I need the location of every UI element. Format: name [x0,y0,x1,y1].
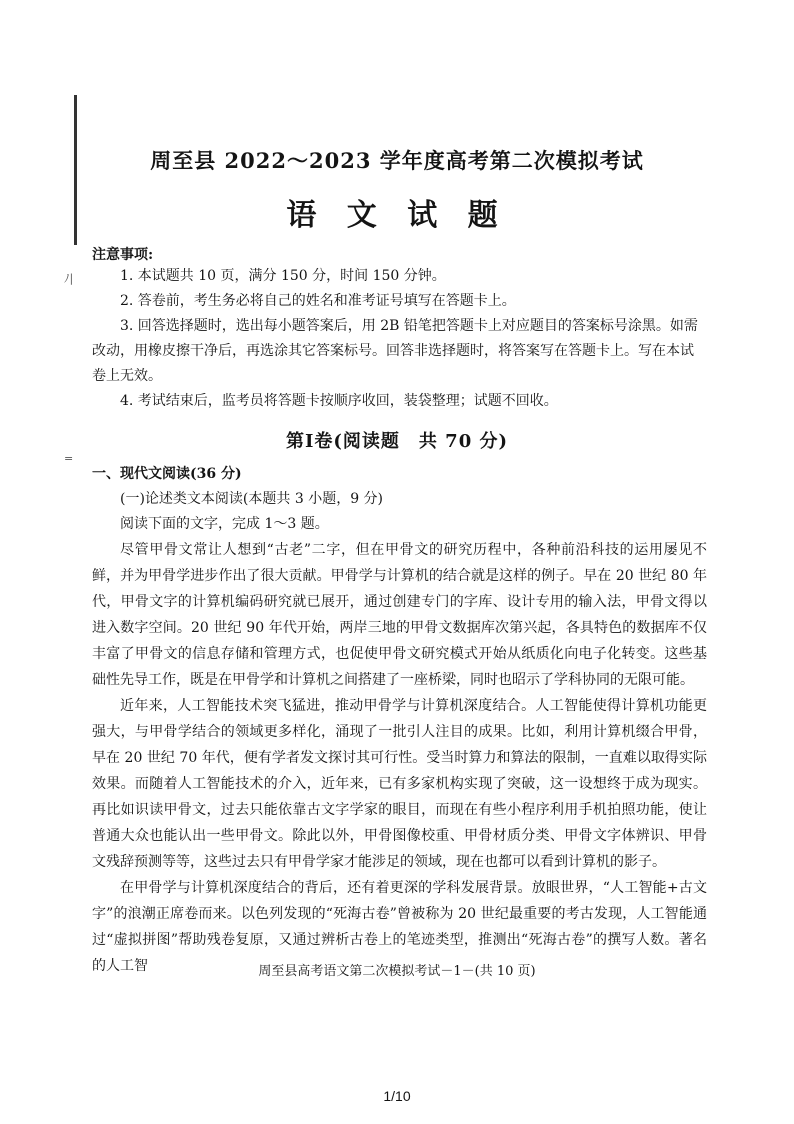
note-item: 4. 考试结束后，监考员将答题卡按顺序收回，装袋整理；试题不回收。 [120,393,558,409]
subject-title: 语 文 试 题 [286,198,508,233]
page-indicator: 1/10 [383,1088,411,1104]
notes-heading: 注意事项: [92,247,154,263]
note-item: 2. 答卷前，考生务必将自己的姓名和准考证号填写在答题卡上。 [120,293,516,309]
passage-paragraph: 在甲骨学与计算机深度结合的背后，还有着更深的学科发展背景。放眼世界，“人工智能+古文字”的浪潮正席卷而来。以色列发现的“死海古卷”曾被称为 20 世纪最重要的考古发现，人工智能通过“虚拟拼图”帮助残卷复原，又通过辨析古卷上的笔迹类型，推测出“死海古卷”的撰写人数。著名的人工智 [92,880,707,974]
reading-section [92,462,707,979]
instruction-text: 阅读下面的文字，完成 1～3 题。 [120,516,329,532]
exam-title: 周至县 2022～2023 学年度高考第二次模拟考试 [150,148,644,173]
passage [92,537,707,979]
binding-mark: ﾉ| [64,272,74,285]
section-title: 第Ⅰ卷(阅读题 共 70 分) [285,431,509,452]
note-item: 1. 本试题共 10 页，满分 150 分，时间 150 分钟。 [120,268,446,284]
note-item: 3. 回答选择题时，选出每小题答案后，用 2B 铅笔把答题卡上对应题目的答案标号涂黑。如需改动，用橡皮擦干净后，再选涂其它答案标号。回答非选择题时，将答案写在答题卡上。写在本试卷上无效。 [92,318,698,384]
part-heading: 一、现代文阅读(36 分) [92,466,242,482]
binding-mark: = [64,452,74,465]
passage-paragraph: 尽管甲骨文常让人想到“古老”二字，但在甲骨文的研究历程中，各种前沿科技的运用屡见不鲜，并为甲骨学进步作出了很大贡献。甲骨学与计算机的结合就是这样的例子。早在 20 世纪 80 年代，甲骨文字的计算机编码研究就已展开，通过创建专门的字库、设计专用的输入法，甲骨文得以进入数字空间。20 世纪 90 年代开始，两岸三地的甲骨文数据库次第兴起，各具特色的数据库不仅丰富了甲骨文的信息存储和管理方式，也促使甲骨文研究模式开始从纸质化向电子化转变。这些基础性先导工作，既是在甲骨学和计算机之间搭建了一座桥梁，同时也昭示了学科协同的无限可能。 [92,542,707,688]
notes-list [92,264,707,414]
passage-paragraph: 近年来，人工智能技术突飞猛进，推动甲骨学与计算机深度结合。人工智能使得计算机功能更强大，与甲骨学结合的领域更多样化，涌现了一批引人注目的成果。比如，利用计算机缀合甲骨，早在 20 世纪 70 年代，便有学者发文探讨其可行性。受当时算力和算法的限制，一直难以取得实际效果。而随着人工智能技术的介入，近年来，已有多家机构实现了突破，这一设想终于成为现实。再比如识读甲骨文，过去只能依靠古文字学家的眼目，而现在有些小程序利用手机拍照功能，使让普通大众也能认出一些甲骨文。除此以外，甲骨图像校重、甲骨材质分类、甲骨文字体辨识、甲骨文残辞预测等等，这些过去只有甲骨学家才能涉足的领域，现在也都可以看到计算机的影子。 [92,698,707,870]
sub-heading: (一)论述类文本阅读(本题共 3 小题，9 分) [120,491,384,507]
page-footer: 周至县高考语文第二次模拟考试－1－(共 10 页) [258,964,536,979]
